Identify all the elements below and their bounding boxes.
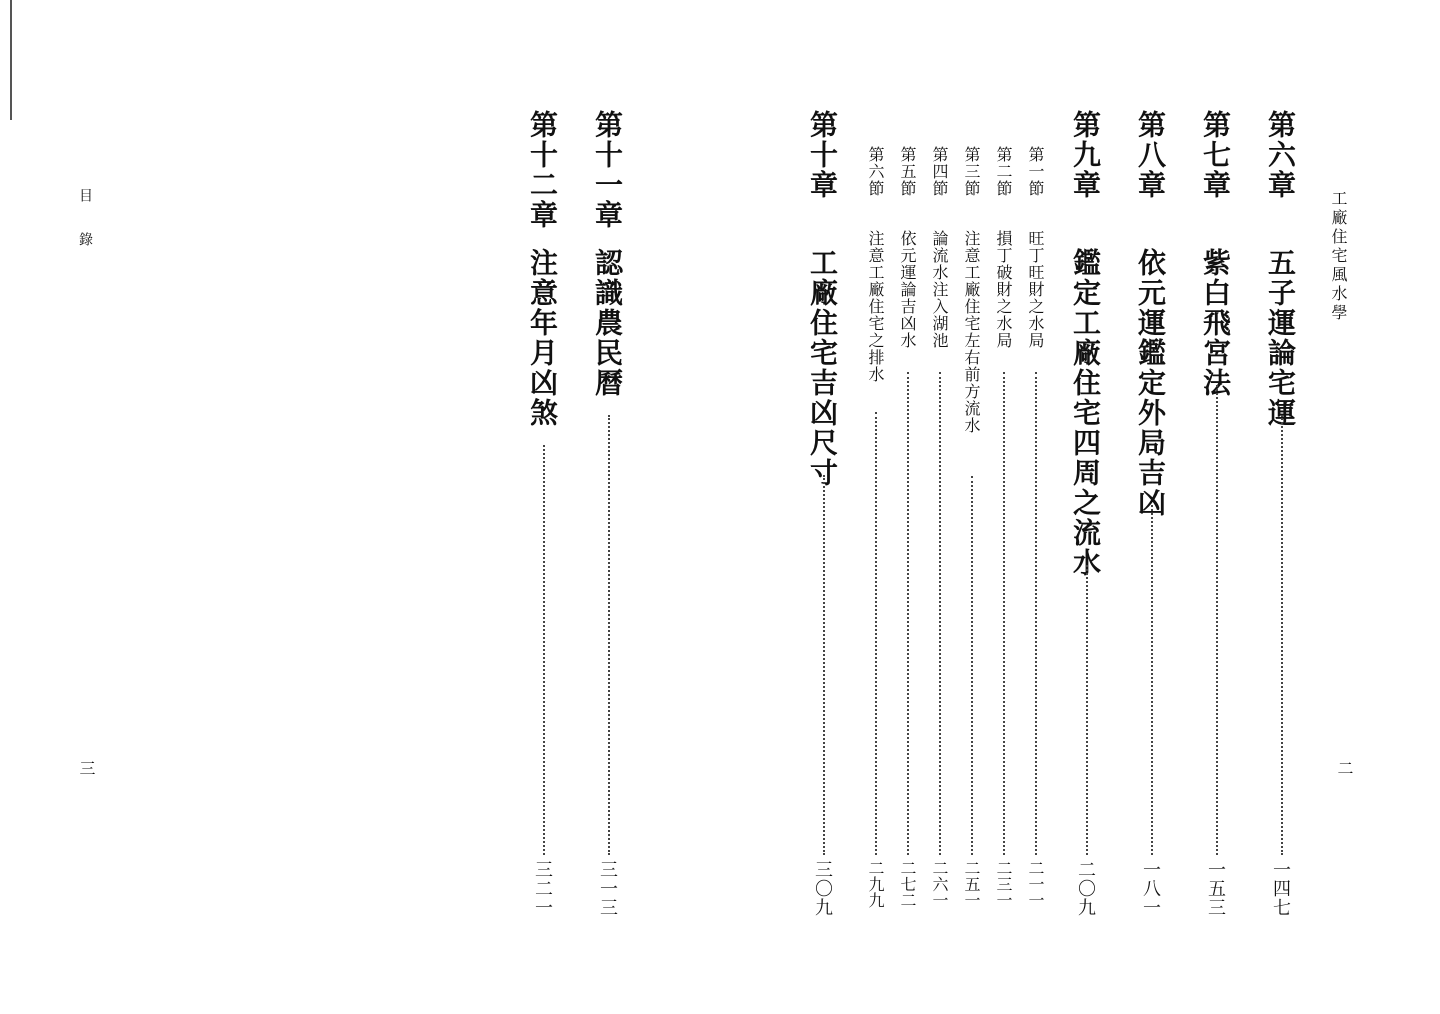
toc-entry-title: 注意年月凶煞 <box>526 248 559 428</box>
toc-entry-label: 第十章 <box>806 110 839 200</box>
leader-dots <box>1035 372 1037 855</box>
leader-dots <box>907 372 909 855</box>
toc-entry-title: 鑑定工廠住宅四周之流水 <box>1069 248 1102 578</box>
leader-dots <box>543 445 545 855</box>
toc-label-char-1: 目 <box>77 188 93 202</box>
leader-dots <box>939 372 941 855</box>
toc-entry-title: 旺丁旺財之水局 <box>1026 230 1045 349</box>
toc-entry-title: 注意工廠住宅左右前方流水 <box>962 230 981 434</box>
toc-entry-title: 依元運論吉凶水 <box>898 230 917 349</box>
toc-entry-label: 第五節 <box>898 146 917 197</box>
toc-entry-title: 注意工廠住宅之排水 <box>866 230 885 383</box>
toc-entry-title: 紫白飛宮法 <box>1199 248 1232 398</box>
toc-entry-page: 三〇九 <box>812 860 833 917</box>
toc-entry-title: 依元運鑑定外局吉凶 <box>1134 248 1167 518</box>
toc-entry-page: 二七二 <box>898 860 917 908</box>
page-edge-line <box>10 0 12 120</box>
toc-entry-title: 工廠住宅吉凶尺寸 <box>806 248 839 488</box>
page-number-left: 三 <box>77 760 96 776</box>
toc-entry-page: 二六一 <box>930 860 949 908</box>
toc-entry-title: 損丁破財之水局 <box>994 230 1013 349</box>
leader-dots <box>608 415 610 855</box>
toc-entry-label: 第十二章 <box>526 110 559 230</box>
toc-entry-page: 一四七 <box>1270 860 1291 917</box>
toc-entry-page: 二一一 <box>1026 860 1045 908</box>
toc-entry-page: 三一三 <box>597 860 618 917</box>
toc-entry-page: 二九九 <box>866 860 885 908</box>
toc-entry-label: 第三節 <box>962 146 981 197</box>
toc-entry-page: 三二一 <box>532 860 553 917</box>
toc-label-char-2: 錄 <box>77 232 93 246</box>
toc-entry-title: 五子運論宅運 <box>1264 248 1297 428</box>
toc-entry-page: 二三一 <box>994 860 1013 908</box>
leader-dots <box>1003 372 1005 855</box>
toc-entry-page: 二〇九 <box>1075 860 1096 917</box>
leader-dots <box>823 475 825 855</box>
toc-entry-label: 第六節 <box>866 146 885 197</box>
leader-dots <box>1216 385 1218 855</box>
toc-entry-label: 第一節 <box>1026 146 1045 197</box>
toc-entry-page: 一八一 <box>1140 860 1161 917</box>
toc-entry-label: 第二節 <box>994 146 1013 197</box>
leader-dots <box>971 476 973 855</box>
toc-entry-label: 第八章 <box>1134 110 1167 200</box>
toc-entry-title: 認識農民曆 <box>591 248 624 398</box>
toc-entry-title: 論流水注入湖池 <box>930 230 949 349</box>
toc-entry-page: 二五一 <box>962 860 981 908</box>
leader-dots <box>1086 565 1088 855</box>
page-number-right: 二 <box>1335 760 1354 776</box>
leader-dots <box>1151 505 1153 855</box>
toc-entry-label: 第六章 <box>1264 110 1297 200</box>
leader-dots <box>875 412 877 855</box>
toc-entry-label: 第七章 <box>1199 110 1232 200</box>
leader-dots <box>1281 415 1283 855</box>
toc-entry-label: 第十一章 <box>591 110 624 230</box>
toc-entry-label: 第四節 <box>930 146 949 197</box>
toc-entry-page: 一五三 <box>1205 860 1226 917</box>
book-title-header: 工廠住宅風水學 <box>1329 190 1348 323</box>
toc-entry-label: 第九章 <box>1069 110 1102 200</box>
